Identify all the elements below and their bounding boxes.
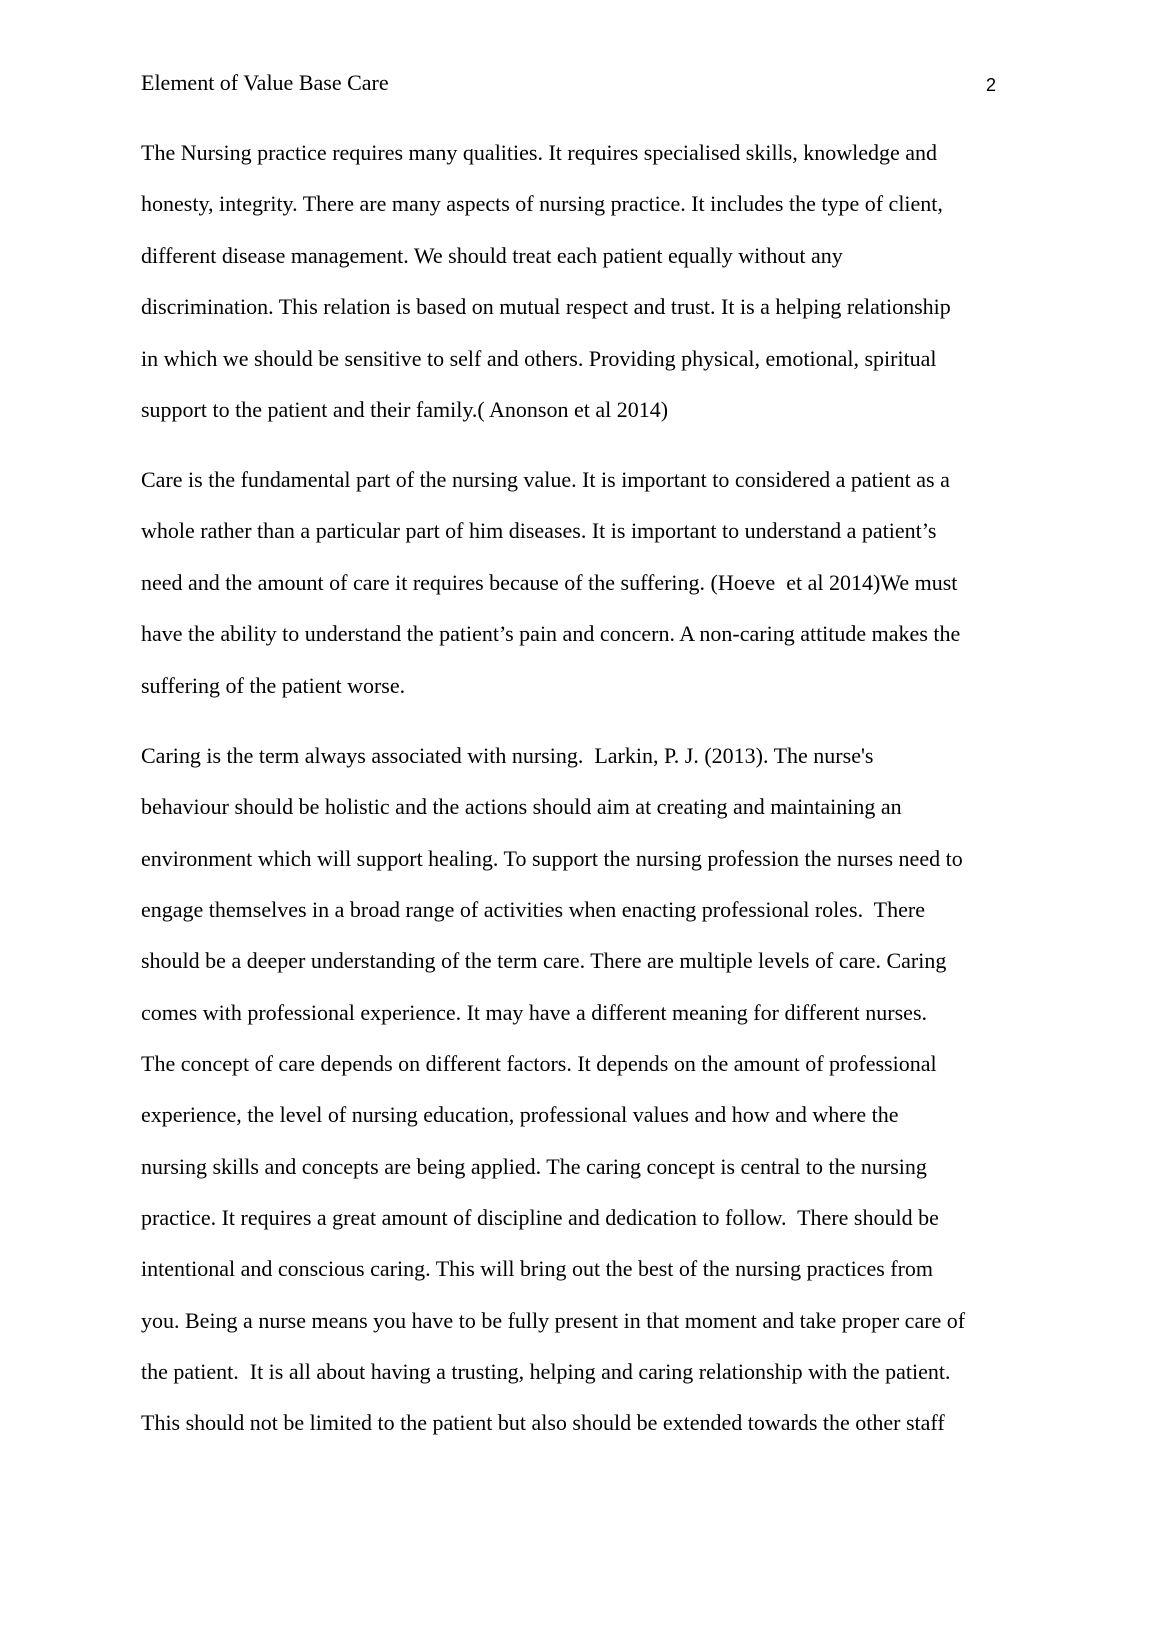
- paragraph-line: comes with professional experience. It may have a different meaning for different nurses.: [141, 1000, 928, 1025]
- paragraph-line: nursing skills and concepts are being applied. The caring concept is central to the nursing: [141, 1154, 927, 1179]
- paragraph-line: have the ability to understand the patient’s pain and concern. A non-caring attitude makes the: [141, 621, 961, 646]
- paragraph-line: should be a deeper understanding of the term care. There are multiple levels of care. Caring: [141, 948, 947, 973]
- paragraph-line: in which we should be sensitive to self and others. Providing physical, emotional, spiritual: [141, 346, 937, 371]
- paragraph-line: need and the amount of care it requires because of the suffering. (Hoeve et al 2014)We must: [141, 570, 958, 595]
- paragraph-line: The concept of care depends on different factors. It depends on the amount of professional: [141, 1051, 937, 1076]
- paragraph-line: whole rather than a particular part of him diseases. It is important to understand a patient’s: [141, 518, 937, 543]
- paragraph-line: discrimination. This relation is based on mutual respect and trust. It is a helping relationship: [141, 294, 951, 319]
- paragraph-line: Care is the fundamental part of the nursing value. It is important to considered a patient as a: [141, 467, 950, 492]
- paragraph-line: different disease management. We should treat each patient equally without any: [141, 243, 843, 268]
- paragraph-line: support to the patient and their family.( Anonson et al 2014): [141, 397, 669, 422]
- page-number: 2: [986, 75, 997, 95]
- paragraph-line: This should not be limited to the patient but also should be extended towards the other staff: [141, 1410, 945, 1435]
- paragraph-line: honesty, integrity. There are many aspects of nursing practice. It includes the type of client,: [141, 191, 943, 216]
- paragraph-line: suffering of the patient worse.: [141, 673, 406, 698]
- paragraph-line: experience, the level of nursing education, professional values and how and where the: [141, 1102, 899, 1127]
- paragraph-line: The Nursing practice requires many qualities. It requires specialised skills, knowledge and: [141, 140, 938, 165]
- paragraph-line: behaviour should be holistic and the actions should aim at creating and maintaining an: [141, 794, 902, 819]
- paragraph-line: you. Being a nurse means you have to be fully present in that moment and take proper care of: [141, 1308, 966, 1333]
- paragraph-line: practice. It requires a great amount of discipline and dedication to follow. There should be: [141, 1205, 939, 1230]
- paragraph-line: Caring is the term always associated with nursing. Larkin, P. J. (2013). The nurse's: [141, 743, 874, 768]
- paragraph-line: intentional and conscious caring. This will bring out the best of the nursing practices from: [141, 1256, 934, 1281]
- running-head: Element of Value Base Care: [141, 70, 389, 95]
- paragraph-line: engage themselves in a broad range of activities when enacting professional roles. There: [141, 897, 925, 922]
- paragraph-line: the patient. It is all about having a trusting, helping and caring relationship with the patient.: [141, 1359, 951, 1384]
- paragraph-line: environment which will support healing. To support the nursing profession the nurses need to: [141, 846, 963, 871]
